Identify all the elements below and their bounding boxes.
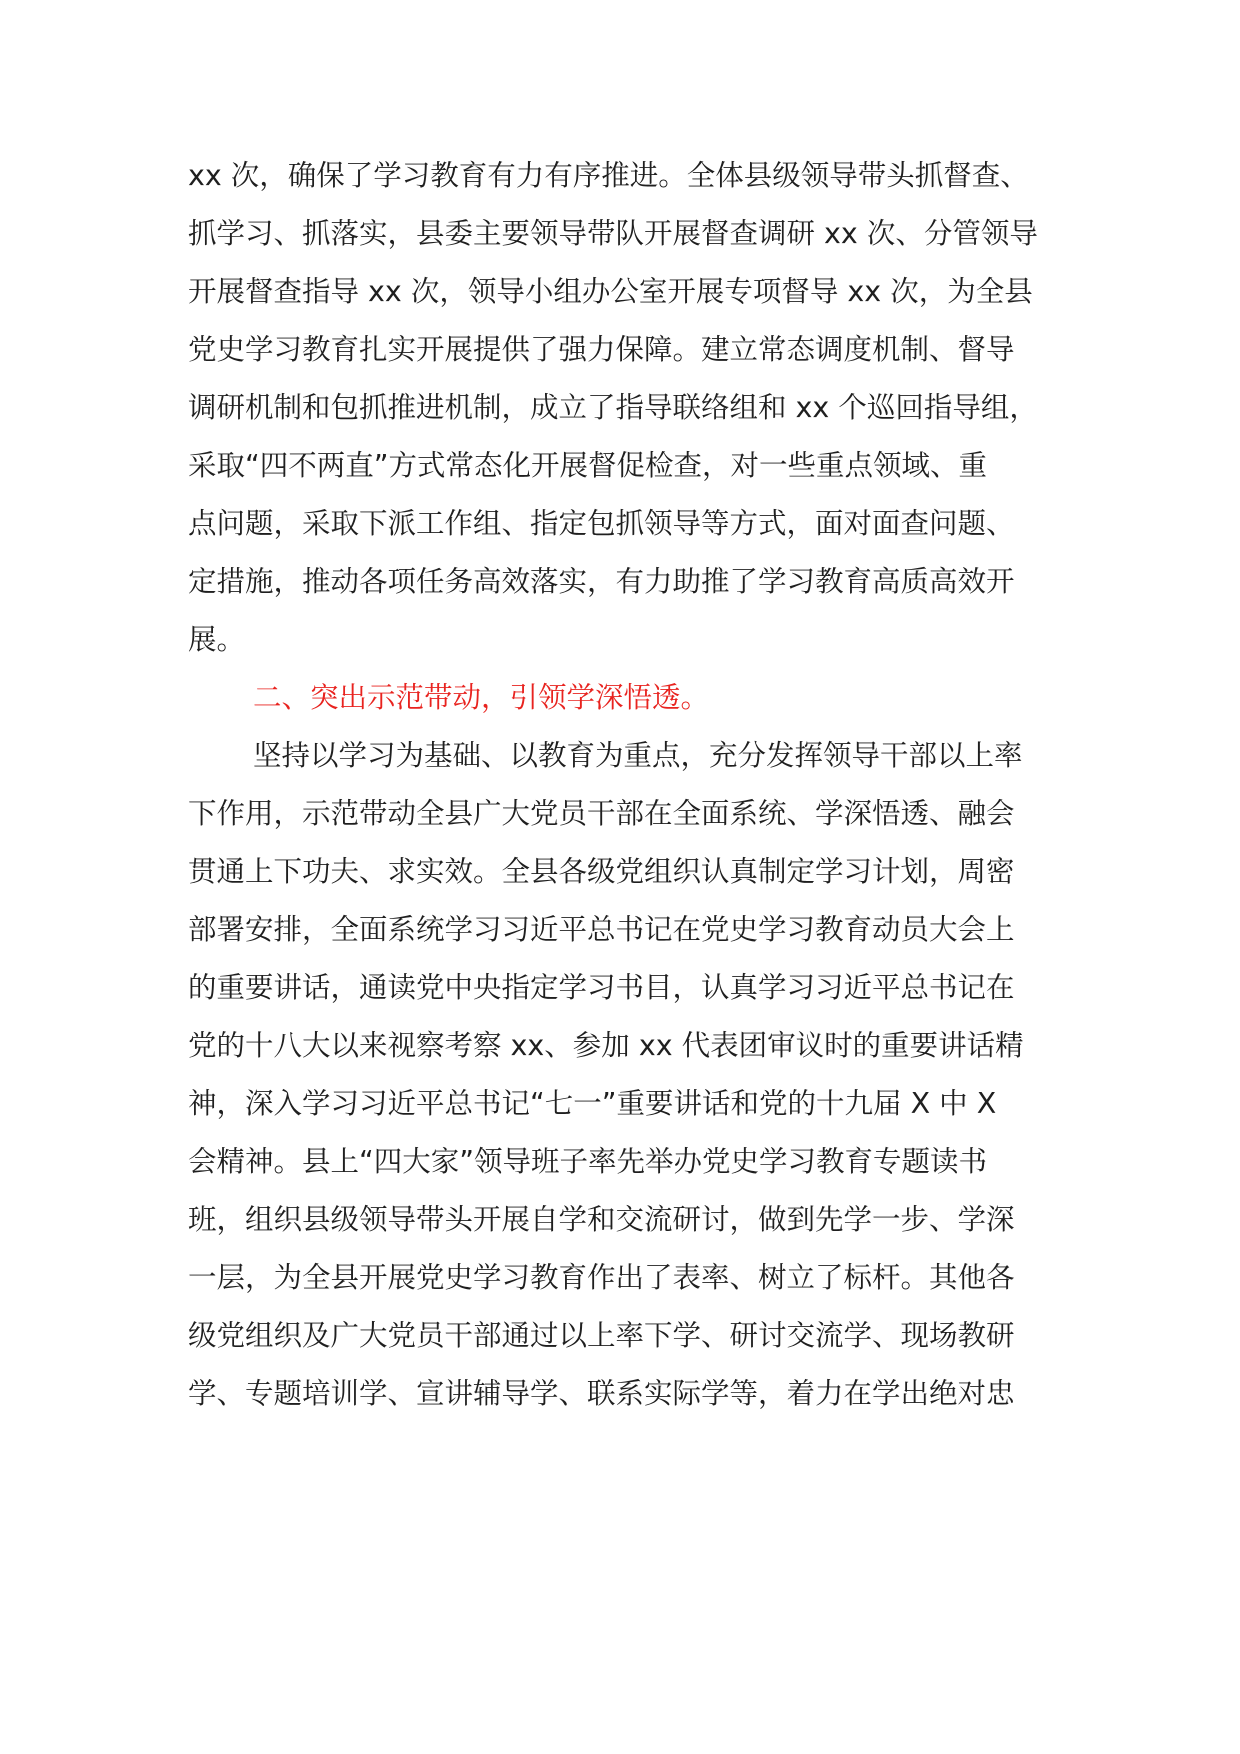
paragraph-line: 调研机制和包抓推进机制，成立了指导联络组和 xx 个巡回指导组， [188,391,1038,424]
paragraph-line: 坚持以学习为基础、以教育为重点，充分发挥领导干部以上率 [253,739,1023,772]
paragraph-line: 部署安排，全面系统学习习近平总书记在党史学习教育动员大会上 [188,913,1015,946]
paragraph-line: 抓学习、抓落实，县委主要领导带队开展督查调研 xx 次、分管领导 [188,217,1038,250]
paragraph-line: 下作用，示范带动全县广大党员干部在全面系统、学深悟透、融会 [188,797,1015,830]
paragraph-line: 贯通上下功夫、求实效。全县各级党组织认真制定学习计划，周密 [188,855,1015,888]
paragraph-line: 点问题，采取下派工作组、指定包抓领导等方式，面对面查问题、 [188,507,1015,540]
paragraph-line: 学、专题培训学、宣讲辅导学、联系实际学等，着力在学出绝对忠 [188,1377,1015,1410]
paragraph-line: 神，深入学习习近平总书记“七一”重要讲话和党的十九届 X 中 X [188,1087,997,1120]
paragraph-line: 定措施，推动各项任务高效落实，有力助推了学习教育高质高效开 [188,565,1015,598]
paragraph-line: 采取“四不两直”方式常态化开展督促检查，对一些重点领域、重 [188,449,988,482]
paragraph-line: 的重要讲话，通读党中央指定学习书目，认真学习习近平总书记在 [188,971,1015,1004]
paragraph-line: 级党组织及广大党员干部通过以上率下学、研讨交流学、现场教研 [188,1319,1015,1352]
section-heading: 二、突出示范带动，引领学深悟透。 [253,681,710,714]
paragraph-line: 展。 [188,623,246,656]
paragraph-line: 会精神。县上“四大家”领导班子率先举办党史学习教育专题读书 [188,1145,988,1178]
paragraph-line: 一层，为全县开展党史学习教育作出了表率、树立了标杆。其他各 [188,1261,1015,1294]
paragraph-line: 班，组织县级领导带头开展自学和交流研讨，做到先学一步、学深 [188,1203,1015,1236]
paragraph-line: 开展督查指导 xx 次，领导小组办公室开展专项督导 xx 次，为全县 [188,275,1033,308]
paragraph-line: 党的十八大以来视察考察 xx、参加 xx 代表团审议时的重要讲话精 [188,1029,1024,1062]
paragraph-line: xx 次，确保了学习教育有力有序推进。全体县级领导带头抓督查、 [188,159,1029,192]
paragraph-line: 党史学习教育扎实开展提供了强力保障。建立常态调度机制、督导 [188,333,1015,366]
